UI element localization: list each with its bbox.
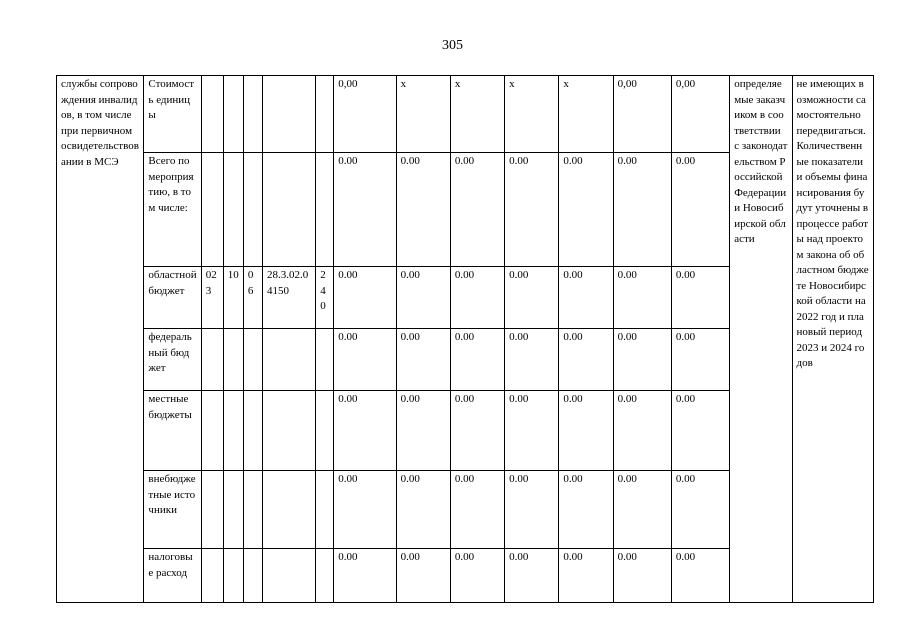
code-csr — [262, 153, 315, 267]
row-label: внебюджетные источники — [144, 471, 201, 549]
row-label: областной бюджет — [144, 267, 201, 329]
code-csr — [262, 329, 315, 391]
code-csr — [262, 471, 315, 549]
code-vr — [316, 76, 334, 153]
value-cell: 0.00 — [559, 329, 613, 391]
value-cell: 0.00 — [671, 267, 729, 329]
value-cell: 0.00 — [671, 391, 729, 471]
code-rz: 10 — [223, 267, 243, 329]
value-cell: 0.00 — [559, 549, 613, 603]
code-rz — [223, 471, 243, 549]
value-cell: 0.00 — [671, 549, 729, 603]
value-cell: 0.00 — [505, 549, 559, 603]
value-cell: 0.00 — [450, 391, 504, 471]
value-cell: 0.00 — [613, 471, 671, 549]
page-number: 305 — [442, 38, 463, 53]
code-rz — [223, 391, 243, 471]
code-pr — [243, 391, 262, 471]
code-vr — [316, 329, 334, 391]
value-cell: 0.00 — [505, 471, 559, 549]
value-cell: 0.00 — [505, 329, 559, 391]
code-rz — [223, 549, 243, 603]
measure-name-cell: службы сопровождения инвалидов, в том числе при первичном освидетельствовании в МСЭ — [57, 76, 144, 603]
row-label: налоговые расход — [144, 549, 201, 603]
code-csr — [262, 391, 315, 471]
value-cell: 0.00 — [396, 549, 450, 603]
value-cell: 0.00 — [613, 267, 671, 329]
value-cell: 0,00 — [613, 76, 671, 153]
value-cell: 0.00 — [505, 267, 559, 329]
code-vr — [316, 549, 334, 603]
value-cell: 0.00 — [559, 391, 613, 471]
value-cell: 0.00 — [450, 549, 504, 603]
value-cell: 0.00 — [671, 329, 729, 391]
value-cell: 0.00 — [559, 153, 613, 267]
value-cell: 0.00 — [334, 267, 396, 329]
code-vr: 240 — [316, 267, 334, 329]
row-label: федеральный бюджет — [144, 329, 201, 391]
code-gp: 023 — [201, 267, 223, 329]
value-cell: 0.00 — [559, 267, 613, 329]
value-cell: x — [396, 76, 450, 153]
executor-cell: определяемые заказчиком в соответствии с законодательством Российской Федерации и Новосибирской области — [730, 76, 792, 603]
value-cell: 0.00 — [671, 471, 729, 549]
code-vr — [316, 391, 334, 471]
row-label: Стоимость единицы — [144, 76, 201, 153]
value-cell: 0.00 — [334, 329, 396, 391]
code-gp — [201, 76, 223, 153]
code-vr — [316, 471, 334, 549]
value-cell: 0,00 — [671, 76, 729, 153]
table-body — [57, 76, 874, 603]
value-cell: 0.00 — [334, 549, 396, 603]
value-cell: 0.00 — [450, 471, 504, 549]
code-rz — [223, 329, 243, 391]
value-cell: 0.00 — [450, 329, 504, 391]
value-cell: 0.00 — [396, 153, 450, 267]
value-cell: 0.00 — [671, 153, 729, 267]
code-gp — [201, 329, 223, 391]
row-label: местные бюджеты — [144, 391, 201, 471]
code-gp — [201, 549, 223, 603]
code-vr — [316, 153, 334, 267]
value-cell: 0.00 — [613, 329, 671, 391]
code-pr — [243, 471, 262, 549]
budget-table — [56, 75, 874, 603]
value-cell: 0.00 — [396, 471, 450, 549]
code-gp — [201, 153, 223, 267]
value-cell: x — [559, 76, 613, 153]
code-gp — [201, 471, 223, 549]
note-cell: не имеющих возможности самостоятельно передвигаться. Количественные показатели и объемы финансирования будут уточнены в процессе работы над проектом закона об областном бюджете Новосибирской области на 2022 год и плановый период 2023 и 2024 годов — [792, 76, 874, 603]
code-csr — [262, 76, 315, 153]
value-cell: 0.00 — [613, 153, 671, 267]
code-pr — [243, 153, 262, 267]
table-row — [57, 76, 874, 153]
code-csr: 28.3.02.04150 — [262, 267, 315, 329]
code-pr — [243, 329, 262, 391]
value-cell: 0.00 — [396, 267, 450, 329]
code-csr — [262, 549, 315, 603]
value-cell: 0.00 — [559, 471, 613, 549]
value-cell: 0,00 — [334, 76, 396, 153]
code-rz — [223, 76, 243, 153]
value-cell: 0.00 — [505, 153, 559, 267]
code-pr: 06 — [243, 267, 262, 329]
code-gp — [201, 391, 223, 471]
value-cell: 0.00 — [396, 329, 450, 391]
code-pr — [243, 76, 262, 153]
value-cell: 0.00 — [613, 391, 671, 471]
code-rz — [223, 153, 243, 267]
value-cell: 0.00 — [450, 267, 504, 329]
value-cell: 0.00 — [396, 391, 450, 471]
row-label: Всего по мероприятию, в том числе: — [144, 153, 201, 267]
value-cell: x — [505, 76, 559, 153]
value-cell: 0.00 — [450, 153, 504, 267]
value-cell: 0.00 — [334, 471, 396, 549]
value-cell: 0.00 — [334, 153, 396, 267]
value-cell: 0.00 — [505, 391, 559, 471]
code-pr — [243, 549, 262, 603]
value-cell: 0.00 — [334, 391, 396, 471]
value-cell: 0.00 — [613, 549, 671, 603]
value-cell: x — [450, 76, 504, 153]
